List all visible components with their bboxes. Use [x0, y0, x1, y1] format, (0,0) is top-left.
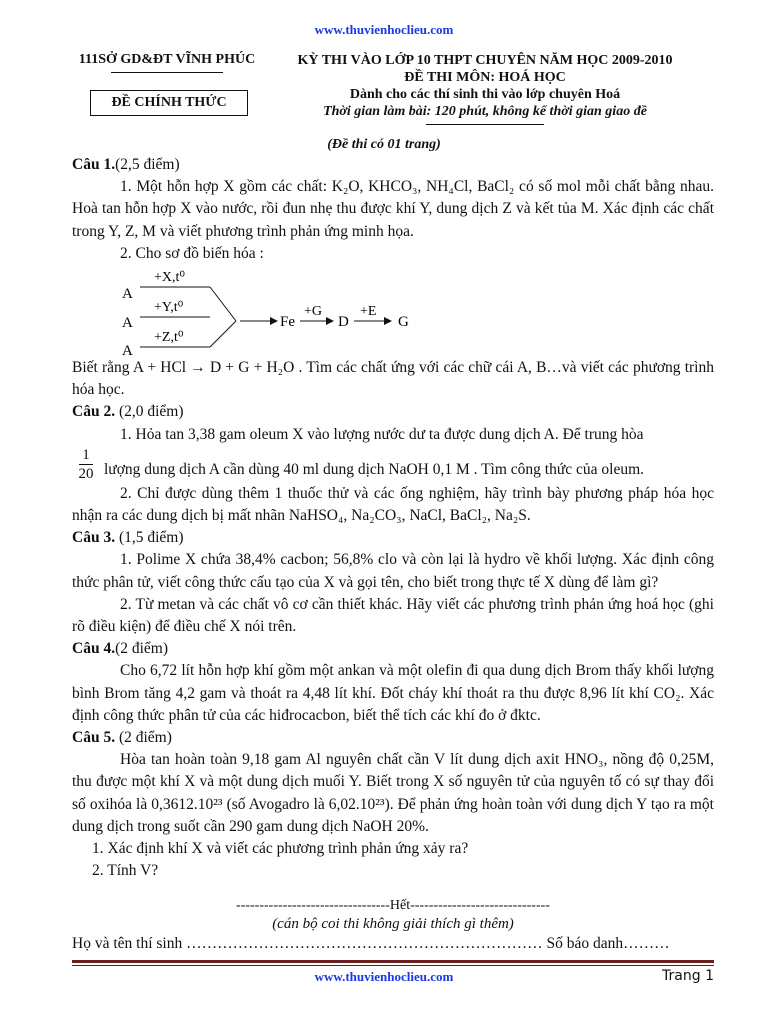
- page-number: Trang 1: [662, 968, 714, 984]
- footer-rule-thick: [72, 960, 714, 963]
- question-points: (2,5 điểm): [115, 156, 180, 173]
- header-right: [270, 52, 700, 125]
- q1-part-2: 2. Cho sơ đồ biến hóa :: [120, 244, 264, 262]
- question-points: (2 điểm): [115, 729, 172, 747]
- exam-time: Thời gian làm bài: 120 phút, không kể thời gian giao đề: [323, 104, 647, 119]
- exam-title: KỲ THI VÀO LỚP 10 THPT CHUYÊN NĂM HỌC 2009-2010: [297, 53, 673, 68]
- label-g: G: [398, 314, 409, 331]
- q1-part-1: 1. Một hỗn hợp X gồm các chất: K₂O, KHCO₃, NH₄Cl, BaCl₂ có số mol mỗi chất bằng nhau. Hoà tan hỗn hợp X vào nước, rồi đun nhẹ thu được khí Y, dung dịch Z và kết tủa M. Xác định các chất trong Y, Z, M và viết phương trình phản ứng minh họa.: [72, 178, 714, 240]
- converge-line-bottom: [210, 321, 236, 347]
- site-url-bottom[interactable]: www.thuvienhoclieu.com: [314, 969, 454, 984]
- converge-line-top: [210, 287, 236, 321]
- header-left-rule: [111, 72, 223, 73]
- end-marker: ---------------------------------Hết------------------------------: [236, 898, 550, 913]
- fraction: [72, 446, 100, 483]
- exam-content: [72, 154, 714, 882]
- footer-rule-thin: [72, 965, 714, 966]
- question-3-heading: [72, 527, 714, 549]
- fraction-denominator: 20: [78, 465, 94, 482]
- arrowhead-g: [384, 317, 392, 325]
- question-title: Câu 4.: [72, 640, 116, 658]
- q1-part-3: Biết rằng A + HCl → D + G + H₂O . Tìm các chất ứng với các chữ cái A, B…và viết các phương trình hóa học.: [72, 359, 714, 399]
- reaction-scheme: [72, 265, 714, 357]
- proctor-note: (cán bộ coi thi không giải thích gì thêm): [272, 916, 514, 932]
- q3-part-2: 2. Từ metan và các chất vô cơ cần thiết khác. Hãy viết các phương trình phản ứng hoá học (ghi rõ điều kiện) để điều chế X nói trên.: [72, 595, 714, 636]
- question-2-heading: [72, 401, 714, 423]
- question-title: Câu 2.: [72, 403, 116, 421]
- q5-body: Hòa tan hoàn toàn 9,18 gam Al nguyên chất cần V lít dung dịch axit HNO₃, nồng độ 0,25M, thu được một khí X và một dung dịch muối Y. Biết trong X số nguyên tử của nguyên tố có sự thay đổi số oxihóa là 0,3612.10²³ (số Avogadro là 6,02.10²³). Để phản ứng hoàn toàn với dung dịch Y tạo ra một dung dịch trong suốt cần 290 gam dung dịch NaOH 20%.: [72, 751, 714, 835]
- question-title: Câu 5.: [72, 729, 116, 747]
- official-exam-box: ĐỀ CHÍNH THỨC: [90, 90, 248, 116]
- q3-part-1: 1. Polime X chứa 38,4% cacbon; 56,8% clo và còn lại là hydro về khối lượng. Xác định công thức phân tử, viết công thức cấu tạo của X và gọi tên, cho biết trong thực tế X dùng để làm gì?: [72, 551, 714, 591]
- question-title: Câu 1.: [72, 156, 116, 173]
- q5-part-2: 2. Tính V?: [92, 862, 159, 880]
- label-fe: Fe: [280, 314, 295, 331]
- q5-part-1: 1. Xác định khí X và viết các phương trình phản ứng xảy ra?: [92, 840, 469, 858]
- reaction-scheme-svg: [120, 265, 480, 357]
- question-points: (2,0 điểm): [115, 403, 184, 421]
- question-points: (1,5 điểm): [115, 529, 184, 547]
- label-d: D: [338, 314, 349, 331]
- arrowhead-fe: [270, 317, 278, 325]
- question-1-heading: [72, 154, 714, 176]
- page-count-note: (Đề thi có 01 trang): [327, 137, 441, 152]
- label-a-1: A: [122, 286, 133, 303]
- site-url-top[interactable]: www.thuvienhoclieu.com: [314, 22, 454, 37]
- label-plus-g: +G: [304, 304, 323, 320]
- exam-audience: Dành cho các thí sinh thi vào lớp chuyên Hoá: [349, 87, 621, 102]
- label-a-2: A: [122, 315, 133, 332]
- fraction-numerator: 1: [79, 446, 93, 465]
- question-points: (2 điểm): [115, 640, 169, 658]
- question-4-heading: [72, 638, 714, 660]
- q2-part-1: 1. Hỏa tan 3,38 gam oleum X vào lượng nước dư ta được dung dịch A. Để trung hòa: [120, 425, 644, 443]
- question-title: Câu 3.: [72, 529, 116, 547]
- label-a-3: A: [122, 343, 133, 358]
- candidate-info-line: Họ và tên thí sinh …………………………………………………………… Số báo danh………: [72, 935, 670, 952]
- label-plus-x: +X,t⁰: [154, 270, 186, 286]
- label-plus-z: +Z,t⁰: [154, 330, 184, 346]
- q2-part-1-continued: [72, 446, 714, 483]
- header-left: [72, 52, 262, 73]
- exam-subject: ĐỀ THI MÔN: HOÁ HỌC: [404, 70, 566, 85]
- department-name: 111SỞ GD&ĐT VĨNH PHÚC: [78, 52, 256, 67]
- q2-part-2: 2. Chỉ được dùng thêm 1 thuốc thử và các ống nghiệm, hãy trình bày phương pháp hóa học nhận ra các dung dịch bị mất nhãn NaHSO₄, Na₂CO₃, NaCl, BaCl₂, Na₂S.: [72, 484, 714, 525]
- label-plus-y: +Y,t⁰: [154, 300, 184, 316]
- q2-part-1-text: lượng dung dịch A cần dùng 40 ml dung dịch NaOH 0,1 M . Tìm công thức của oleum.: [104, 461, 645, 479]
- question-5-heading: [72, 727, 714, 749]
- arrowhead-d: [326, 317, 334, 325]
- label-plus-e: +E: [360, 304, 377, 320]
- q4-body: Cho 6,72 lít hỗn hợp khí gồm một ankan và một olefin đi qua dung dịch Brom thấy khối lượng bình Brom tăng 4,2 gam và thoát ra 4,48 lít khí. Đốt cháy khí thoát ra thu được 8,96 lít khí CO₂. Xác định công thức phân tử của các hiđrocacbon, biết thể tích các khí đo ở đktc.: [72, 662, 714, 724]
- header-right-rule: [426, 124, 544, 125]
